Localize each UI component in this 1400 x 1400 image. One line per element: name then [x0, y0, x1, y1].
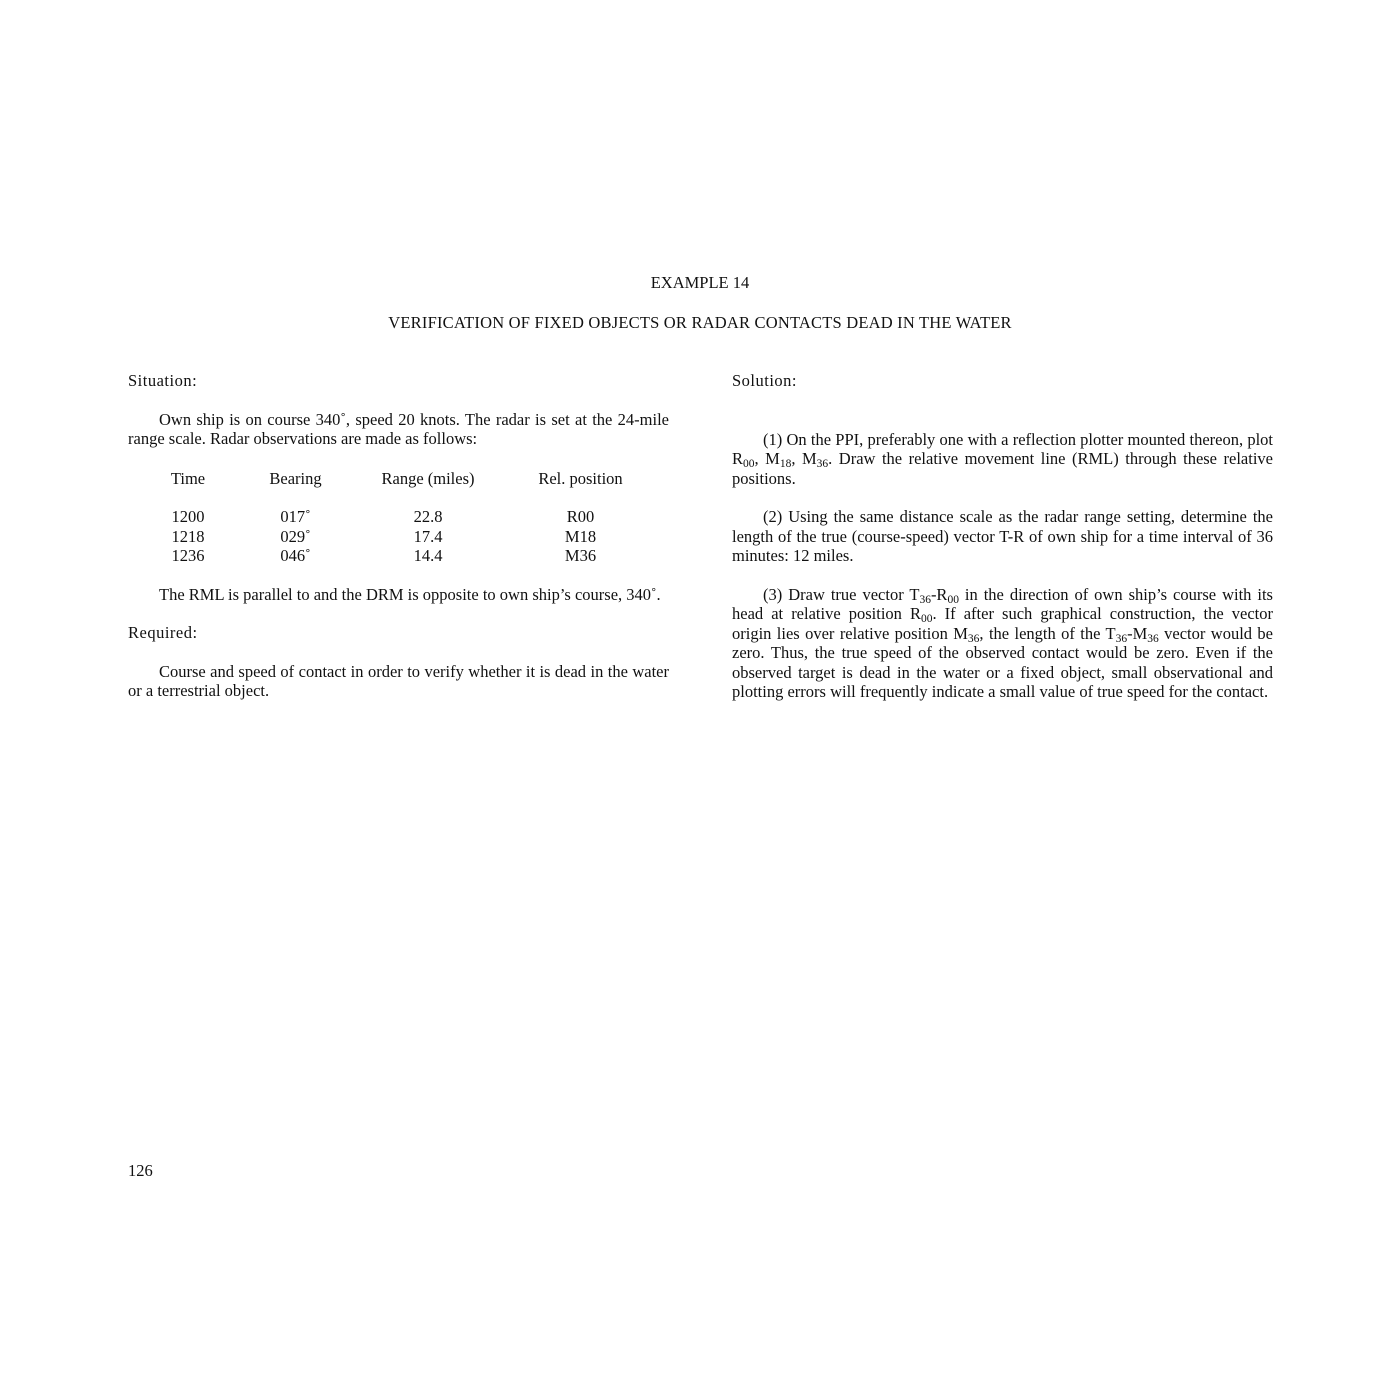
observations-table — [128, 469, 669, 566]
cell-rel-position: M36 — [564, 546, 597, 565]
table-row — [128, 507, 669, 527]
cell-range: 17.4 — [413, 526, 443, 546]
column-header-bearing: Bearing — [269, 468, 322, 488]
column-header-time: Time — [170, 468, 206, 488]
cell-time: 1200 — [171, 507, 205, 526]
left-column — [128, 371, 669, 701]
table-row — [128, 546, 669, 566]
column-header-rel-position: Rel. position — [538, 468, 623, 488]
table-row — [128, 527, 669, 547]
right-column — [732, 371, 1273, 702]
page-number: 126 — [128, 1161, 153, 1180]
column-header-range: Range (miles) — [381, 468, 475, 488]
cell-rel-position: R00 — [566, 507, 595, 526]
cell-bearing: 017˚ — [280, 507, 311, 526]
required-text: Course and speed of contact in order to verify whether it is dead in the water or a terrestrial object. — [128, 661, 669, 700]
solution-heading: Solution: — [732, 371, 798, 390]
situation-heading: Situation: — [128, 371, 198, 390]
situation-note: The RML is parallel to and the DRM is opposite to own ship’s course, 340˚. — [159, 584, 661, 604]
cell-time: 1218 — [171, 526, 205, 546]
cell-time: 1236 — [171, 546, 205, 565]
solution-step-3: (3) Draw true vector $T_{36}-R_{00}$ in the direction of own ship’s course with its head at relative position $R_{00}$. If after such graphical construction, the vector origin lies over relative position $M_{36}$, the length of the $T_{36}-M_{36}$ vector would be zero. Thus, the true speed of the observed contact would be zero. Even if the observed target is dead in the water or a fixed object, small observational and plotting errors will frequently indicate a small value of true speed for the contact. — [732, 584, 1273, 701]
solution-step-2: (2) Using the same distance scale as the radar range setting, determine the length of the true (course-speed) vector T-R of own ship for a time interval of 36 minutes: 12 miles. — [732, 507, 1273, 565]
document-title: VERIFICATION OF FIXED OBJECTS OR RADAR CONTACTS DEAD IN THE WATER — [388, 313, 1012, 332]
cell-rel-position: M18 — [564, 526, 597, 546]
cell-range: 22.8 — [413, 507, 443, 526]
solution-step-1: (1) On the PPI, preferably one with a reflection plotter mounted thereon, plot $R_{00}$, $M_{18}$, $M_{36}$. Draw the relative movement line (RML) through these relative positions. — [732, 429, 1273, 488]
required-heading: Required: — [128, 623, 198, 642]
table-header-row — [128, 469, 669, 489]
cell-range: 14.4 — [413, 546, 443, 565]
cell-bearing: 046˚ — [280, 546, 311, 565]
example-label: EXAMPLE 14 — [650, 273, 750, 292]
situation-intro: Own ship is on course 340˚, speed 20 knots. The radar is set at the 24-mile range scale. Radar observations are made as follows: — [128, 409, 669, 448]
cell-bearing: 029˚ — [280, 526, 311, 546]
